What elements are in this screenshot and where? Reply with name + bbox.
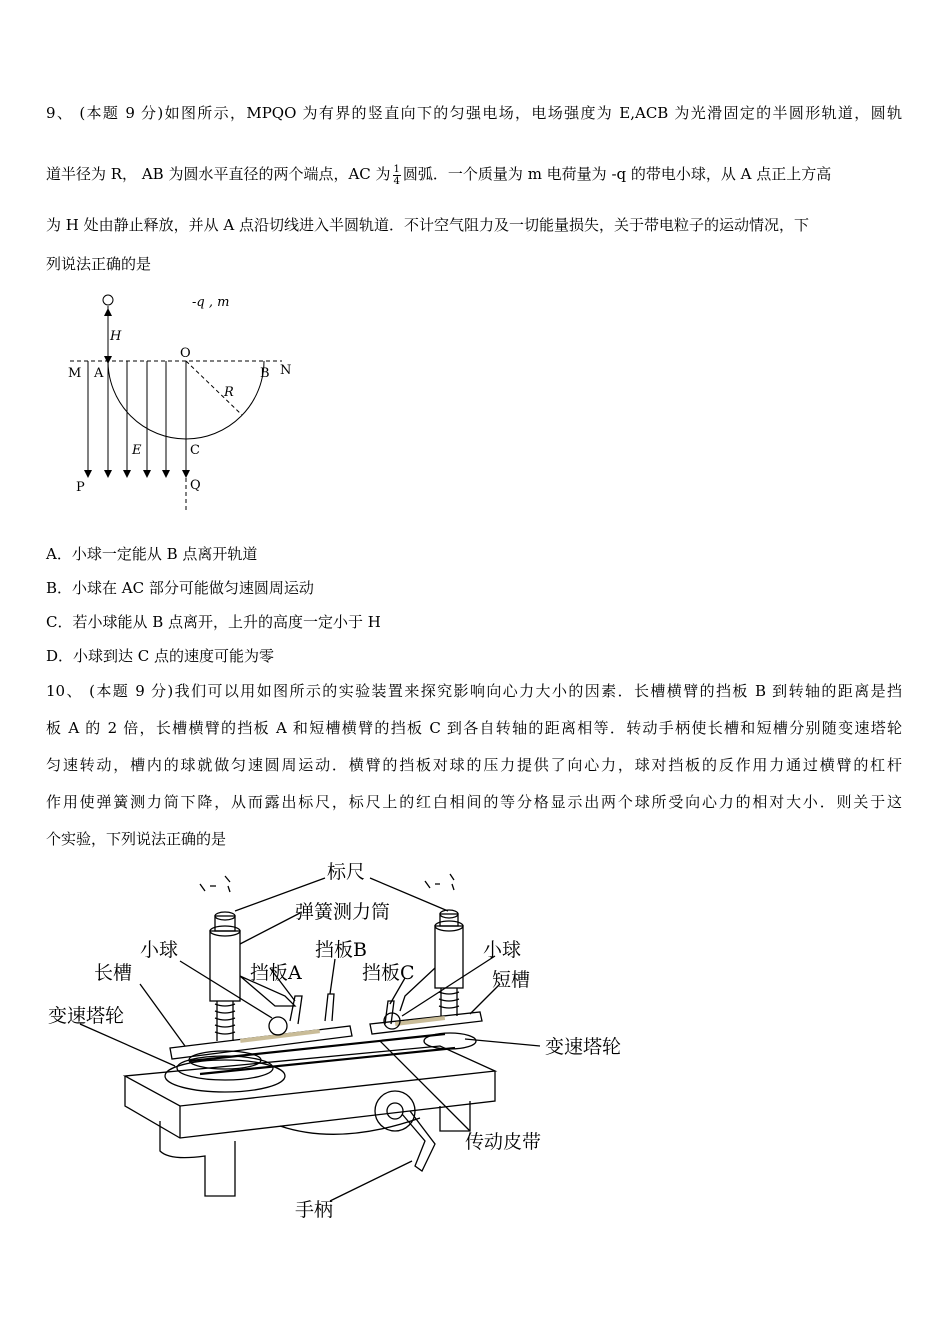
label-charge-mass: -q , m (192, 295, 230, 310)
label-E: E (132, 443, 142, 458)
q9-line-3: 为 H 处由静止释放，并从 A 点沿切线进入半圆轨道．不计空气阻力及一切能量损失，关于带电粒子的运动情况，下 (46, 216, 809, 234)
option-a: A．小球一定能从 B 点离开轨道 (46, 545, 258, 563)
q10-line-1: 10、 (本题 9 分)我们可以用如图所示的实验装置来探究影响向心力大小的因素．长槽横臂的挡板 B 到转轴的距离是挡 (46, 682, 902, 700)
q10-line-4: 作用使弹簧测力筒下降，从而露出标尺，标尺上的红白相间的等分格显示出两个球所受向心力的相对大小．则关于这 (46, 793, 902, 811)
label-ball-left: 小球 (140, 939, 179, 961)
label-Q: Q (190, 478, 201, 493)
left-pulley (165, 1060, 285, 1092)
label-short-slot: 短槽 (492, 969, 531, 991)
baffle-a (290, 996, 302, 1024)
baffle-b (325, 994, 334, 1021)
label-A: A (94, 366, 104, 381)
q10-line-5: 个实验，下列说法正确的是 (46, 830, 227, 848)
label-H: H (110, 329, 122, 344)
fraction-one-quarter (393, 164, 401, 187)
label-scale: 标尺 (327, 861, 366, 883)
option-c: C．若小球能从 B 点离开，上升的高度一定小于 H (46, 613, 381, 631)
label-pulley-right: 变速塔轮 (545, 1036, 622, 1058)
label-ball-right: 小球 (483, 939, 522, 961)
handle-crank (402, 1111, 435, 1171)
label-baffle-a: 挡板A (250, 962, 302, 984)
label-baffle-c: 挡板C (362, 962, 415, 984)
q9-line-1: 9、 (本题 9 分)如图所示，MPQO 为有界的竖直向下的匀强电场，电场强度为 E,ACB 为光滑固定的半圆形轨道，圆轨 (46, 104, 902, 122)
fraction-numerator: 1 (393, 163, 400, 175)
label-pulley-left: 变速塔轮 (48, 1005, 125, 1027)
label-P: P (76, 480, 85, 495)
q10-line-3: 匀速转动，槽内的球就做匀速圆周运动．横臂的挡板对球的压力提供了向心力，球对挡板的反作用力通过横臂的杠杆 (46, 756, 902, 774)
option-d: D．小球到达 C 点的速度可能为零 (46, 647, 275, 665)
label-B: B (260, 366, 270, 381)
q10-centripetal-apparatus-figure (40, 856, 660, 1226)
label-R: R (224, 385, 234, 400)
q9-line-4: 列说法正确的是 (46, 255, 152, 273)
label-long-slot: 长槽 (94, 962, 133, 984)
option-b: B．小球在 AC 部分可能做匀速圆周运动 (46, 579, 314, 597)
q10-line-2: 板 A 的 2 倍，长槽横臂的挡板 A 和短槽横臂的挡板 C 到各自转轴的距离相等．转动手柄使长槽和短槽分别随变速塔轮 (46, 719, 902, 737)
label-N: N (280, 363, 292, 378)
left-ball (269, 1017, 287, 1035)
baffle-c (385, 1001, 394, 1024)
q9-electric-field-figure (60, 288, 320, 518)
q9-line-2-post: 圆弧．一个质量为 m 电荷量为 -q 的带电小球，从 A 点正上方高 (402, 165, 832, 183)
label-spring-cylinder: 弹簧测力筒 (295, 901, 391, 923)
label-handle: 手柄 (295, 1199, 334, 1221)
base-top (125, 1046, 495, 1106)
label-C: C (190, 443, 200, 458)
label-M: M (68, 366, 82, 381)
q9-line-2-pre: 道半径为 R， AB 为圆水平直径的两个端点，AC 为 (46, 165, 391, 183)
label-belt: 传动皮带 (465, 1131, 542, 1153)
q9-line-2 (46, 163, 831, 187)
label-O: O (180, 346, 191, 361)
label-baffle-b: 挡板B (315, 939, 367, 961)
left-spring-cylinder (210, 931, 240, 1001)
ball-icon (103, 295, 113, 305)
fraction-denominator: 4 (393, 175, 400, 187)
